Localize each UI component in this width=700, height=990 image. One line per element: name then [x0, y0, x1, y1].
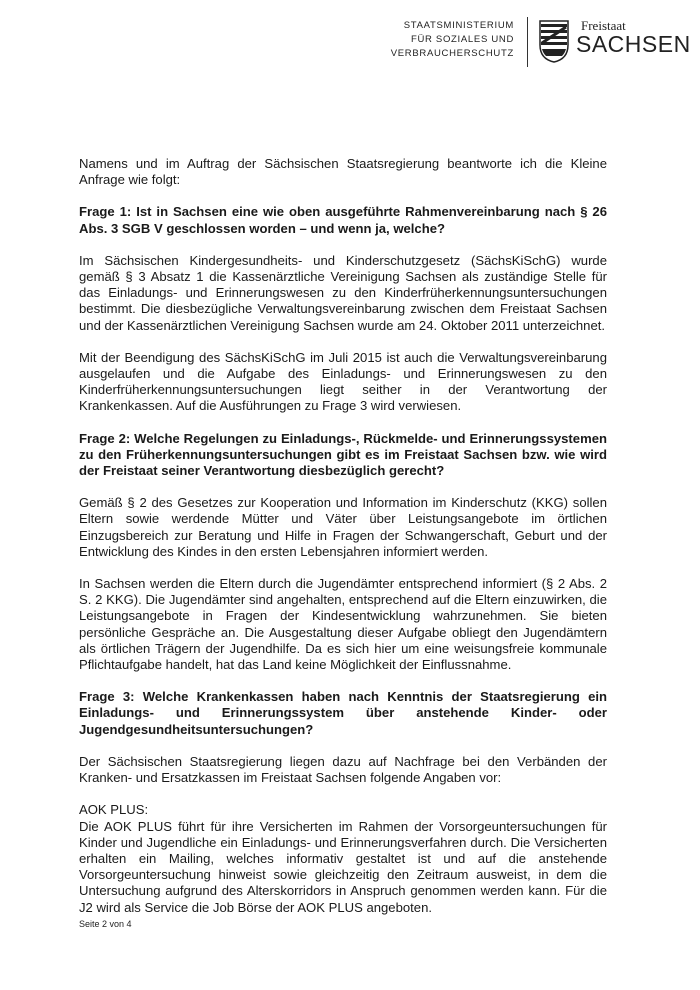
answer-2-paragraph-1: Gemäß § 2 des Gesetzes zur Kooperation und Information im Kinderschutz (KKG) sollen Eltern sowie werdende Mütter und Väter über Leistungsangebote im örtlichen Einzugsbereich zur Beratung und Hilfe in Fragen der Schwangerschaft, Geburt und der Entwicklung des Kindes in den ersten Lebensjahren informiert werden. — [79, 495, 607, 559]
letterhead — [0, 0, 700, 80]
ministry-name — [391, 19, 514, 61]
answer-1-paragraph-1: Im Sächsischen Kindergesundheits- und Kinderschutzgesetz (SächsKiSchG) wurde gemäß § 3 Absatz 1 die Kassenärztliche Vereinigung Sachsen als zuständige Stelle für das Einladungs- und Erinnerungswesen zu den Kinderfrüherkennungsuntersuchungen bestimmt. Die diesbezügliche Verwaltungsvereinbarung zwischen dem Freistaat Sachsen und der Kassenärztlichen Vereinigung Sachsen wurde am 24. Oktober 2011 unterzeichnet. — [79, 252, 607, 333]
answer-3-paragraph-1: Der Sächsischen Staatsregierung liegen dazu auf Nachfrage bei den Verbänden der Kranken- und Ersatzkassen im Freistaat Sachsen folgende Angaben vor: — [79, 753, 607, 786]
answer-2-paragraph-2: In Sachsen werden die Eltern durch die Jugendämter entsprechend informiert (§ 2 Abs. 2 S. 2 KKG). Die Jugendämter sind angehalten, entsprechend auf die Eltern einzuwirken, die Leistungsangebote in Fragen der Kindesentwicklung wahrzunehmen. Sie bieten persönliche Gespräche an. Die Ausgestaltung dieser Aufgabe obliegt den Jugendämtern als örtlichen Trägern der Jugendhilfe. Da es sich hier um eine weisungsfreie kommunale Pflichtaufgabe handelt, hat das Land keine Möglichkeit der Einflussnahme. — [79, 576, 607, 673]
question-3: Frage 3: Welche Krankenkassen haben nach Kenntnis der Staatsregierung ein Einladungs- und Erinnerungssystem über anstehende Kinder- oder Jugendgesundheitsuntersuchungen? — [79, 689, 607, 737]
intro-paragraph: Namens und im Auftrag der Sächsischen Staatsregierung beantworte ich die Kleine Anfrage wie folgt: — [79, 156, 607, 188]
ministry-line: FÜR SOZIALES UND — [410, 34, 514, 45]
answer-1-paragraph-2: Mit der Beendigung des SächsKiSchG im Juli 2015 ist auch die Verwaltungsvereinbarung ausgelaufen und die Aufgabe des Einladungs- und Erinnerungswesen zu den Kinderfrüherkennungsuntersuchungen liegt seither in der Verantwortung der Krankenkassen. Auf die Ausführungen zu Frage 3 wird verwiesen. — [79, 349, 607, 414]
state-label-small: Freistaat — [581, 18, 626, 33]
letterhead-divider — [527, 17, 528, 67]
ministry-line: VERBRAUCHERSCHUTZ — [390, 48, 514, 59]
state-label-big: SACHSEN — [576, 31, 691, 57]
question-2: Frage 2: Welche Regelungen zu Einladungs-, Rückmelde- und Erinnerungssystemen zu den Früherkennungsuntersuchungen gibt es im Freistaat Sachsen bzw. wie wird der Freistaat seiner Verantwortung diesbezüglich gerecht? — [79, 430, 607, 479]
saxony-coat-of-arms-icon — [538, 19, 570, 63]
ministry-line: STAATSMINISTERIUM — [403, 20, 514, 31]
answer-3-paragraph-2: Die AOK PLUS führt für ihre Versicherten im Rahmen der Vorsorgeuntersuchungen für Kinder und Jugendliche ein Einladungs- und Erinnerungsverfahren durch. Die Versicherten erhalten ein Mailing, welches informativ gestaltet ist und auf die anstehende Vorsorgeuntersuchung hinweist sowie gleichzeitig den Zeitraum ausweist, in dem die Untersuchung aufgrund des Alterskorridors in Anspruch genommen werden kann. Für die J2 wird als Service die Job Börse der AOK PLUS angeboten. — [79, 818, 607, 915]
question-1: Frage 1: Ist in Sachsen eine wie oben ausgeführte Rahmenvereinbarung nach § 26 Abs. 3 SGB V geschlossen worden – und wenn ja, welche? — [79, 204, 607, 236]
letter-body — [79, 156, 607, 932]
insurer-heading: AOK PLUS: — [79, 802, 149, 818]
page-number: Seite 2 von 4 — [79, 919, 132, 929]
